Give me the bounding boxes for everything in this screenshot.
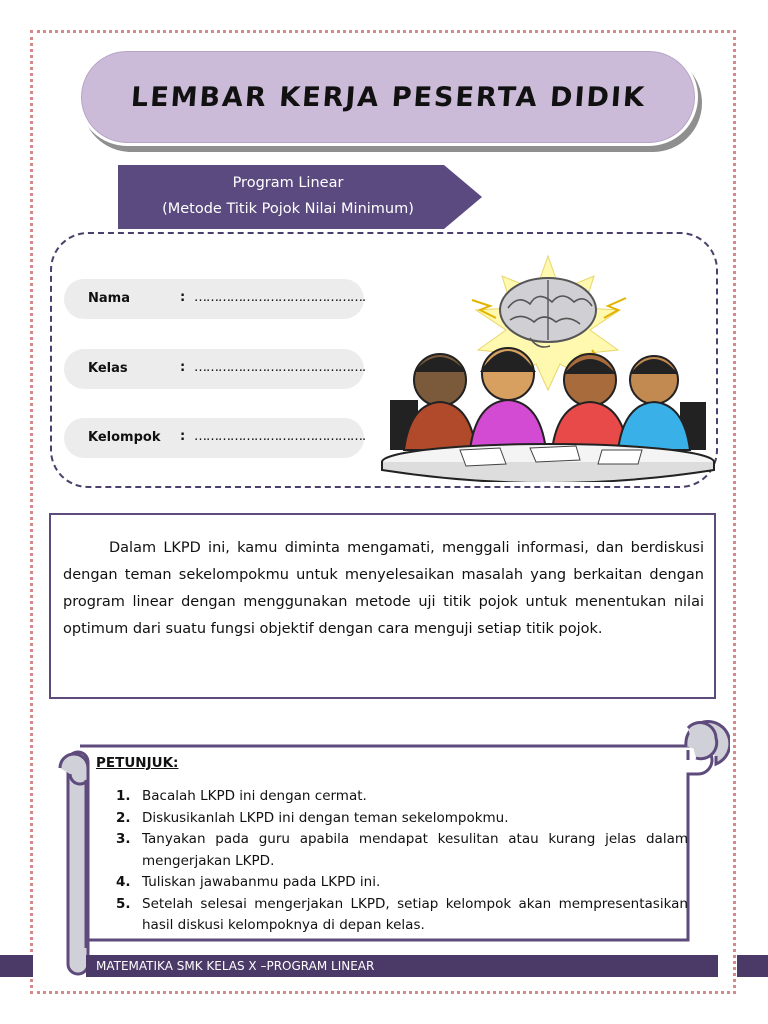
class-label: Kelas: [88, 361, 128, 376]
group-blank[interactable]: …………………………………….: [194, 429, 366, 444]
list-item: 1. Bacalah LKPD ini dengan cermat.: [116, 788, 367, 804]
list-item: 2. Diskusikanlah LKPD ini dengan teman sekelompokmu.: [116, 809, 509, 826]
instructions-list: [116, 786, 688, 937]
footer-bar-left: [0, 955, 33, 977]
list-item: 3. Tanyakan pada guru apabila mendapat kesulitan atau kurang jelas dalam mengerjakan LKPD.: [116, 831, 688, 869]
intro-text: Dalam LKPD ini, kamu diminta mengamati, menggali informasi, dan berdiskusi dengan teman sekelompokmu untuk menyelesaikan masalah yang berkaitan dengan program linear dengan menggunakan metode uji titik pojok untuk menentukan nilai optimum dari suatu fungsi objektif dengan cara menguji setiap titik pojok.: [63, 540, 704, 637]
name-label: Nama: [88, 291, 130, 306]
table: [382, 444, 714, 482]
person-4: [618, 356, 690, 450]
group-label: Kelompok: [88, 430, 161, 445]
class-blank[interactable]: …………………………………….: [194, 360, 366, 375]
list-item: 4. Tuliskan jawabanmu pada LKPD ini.: [116, 874, 381, 890]
class-field[interactable]: Kelas : …………………………………….: [64, 349, 364, 389]
instructions-title: PETUNJUK:: [96, 755, 179, 771]
subtitle-line-2: (Metode Titik Pojok Nilai Minimum): [162, 201, 414, 217]
name-field[interactable]: Nama : …………………………………….: [64, 279, 364, 319]
discussion-group-illustration: [380, 250, 715, 482]
name-blank[interactable]: …………………………………….: [194, 290, 366, 305]
footer-text: MATEMATIKA SMK KELAS X –PROGRAM LINEAR: [96, 959, 375, 973]
page-title: LEMBAR KERJA PESERTA DIDIK: [129, 81, 647, 113]
subtitle: [118, 170, 458, 222]
footer-bar-right: [737, 955, 768, 977]
title-banner: [78, 48, 698, 146]
intro-box: [49, 513, 716, 699]
footer-bar: [86, 955, 718, 977]
group-field[interactable]: Kelompok : …………………………………….: [64, 418, 364, 458]
list-item: 5. Setelah selesai mengerjakan LKPD, setiap kelompok akan mempresentasikan hasil diskusi kelompoknya di depan kelas.: [116, 895, 688, 933]
person-3: [552, 354, 628, 450]
subtitle-line-1: Program Linear: [232, 175, 344, 191]
